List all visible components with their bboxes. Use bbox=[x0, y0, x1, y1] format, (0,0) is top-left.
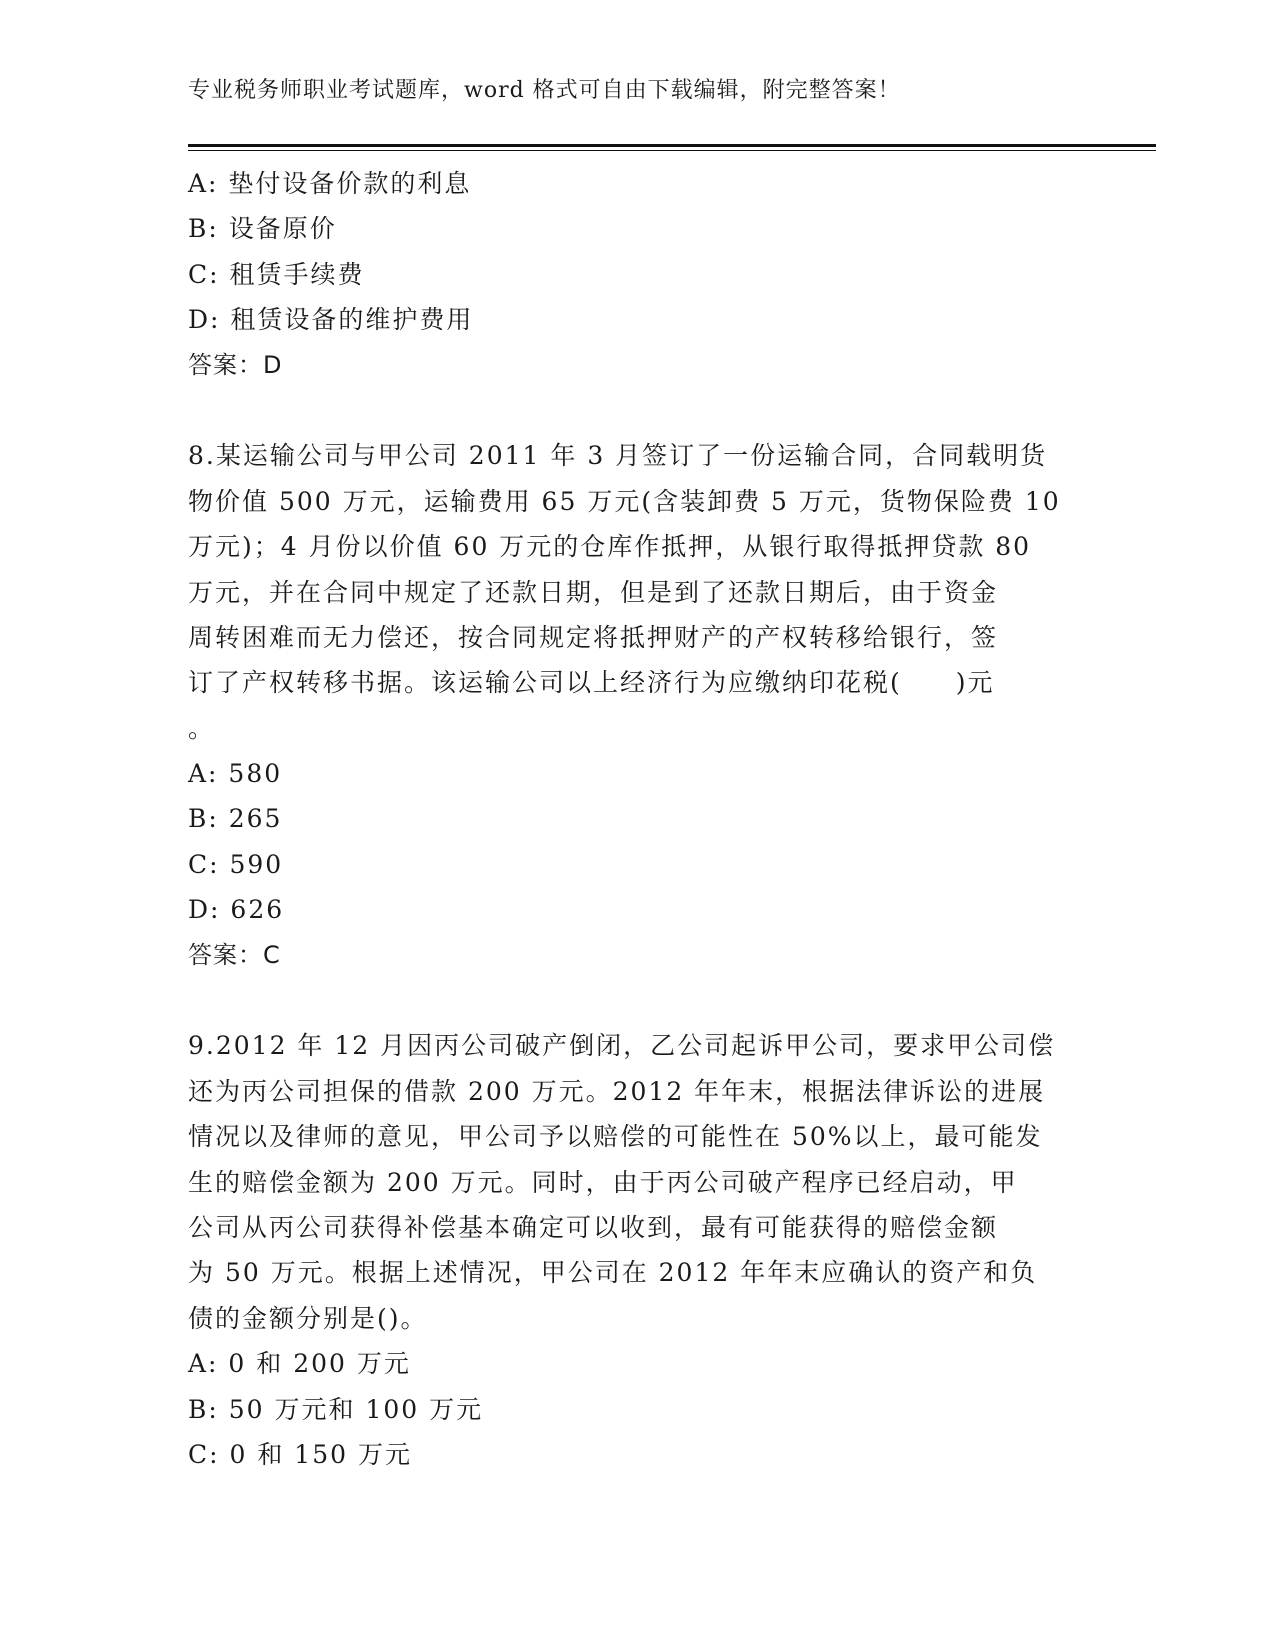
question-8-answer: 答案：C bbox=[188, 940, 281, 969]
option-a: A: 0 和 200 万元 bbox=[188, 1349, 411, 1379]
question-8-stem bbox=[188, 433, 1093, 751]
header-rule-thick bbox=[188, 144, 1156, 147]
stem-line: 生的赔偿金额为 200 万元。同时，由于丙公司破产程序已经启动，甲 bbox=[188, 1167, 1018, 1197]
spacer bbox=[188, 388, 1093, 433]
stem-line: 订了产权转移书据。该运输公司以上经济行为应缴纳印花税( )元 bbox=[188, 668, 995, 698]
option-b: B: 50 万元和 100 万元 bbox=[188, 1394, 484, 1424]
option-a: A: 垫付设备价款的利息 bbox=[188, 169, 472, 198]
stem-line: 。 bbox=[188, 713, 216, 743]
option-c: C: 租赁手续费 bbox=[188, 259, 365, 289]
question-8-options bbox=[188, 751, 1093, 933]
stem-line: 周转困难而无力偿还，按合同规定将抵押财产的产权转移给银行，签 bbox=[188, 622, 999, 652]
spacer bbox=[188, 978, 1093, 1023]
option-c: C: 590 bbox=[188, 849, 284, 879]
question-7-answer: 答案：D bbox=[188, 350, 283, 379]
question-7-options bbox=[188, 161, 1093, 343]
document-body bbox=[188, 161, 1093, 1477]
stem-line: 万元，并在合同中规定了还款日期，但是到了还款日期后，由于资金 bbox=[188, 577, 999, 607]
stem-line: 万元)；4 月份以价值 60 万元的仓库作抵押，从银行取得抵押贷款 80 bbox=[188, 532, 1032, 562]
option-d: D: 租赁设备的维护费用 bbox=[188, 305, 474, 335]
stem-line: 物价值 500 万元，运输费用 65 万元(含装卸费 5 万元，货物保险费 10 bbox=[188, 486, 1061, 516]
stem-line: 公司从丙公司获得补偿基本确定可以收到，最有可能获得的赔偿金额 bbox=[188, 1212, 999, 1242]
option-d: D: 626 bbox=[188, 895, 285, 925]
stem-line: 债的金额分别是()。 bbox=[188, 1303, 428, 1333]
stem-line: 9.2012 年 12 月因丙公司破产倒闭，乙公司起诉甲公司，要求甲公司偿 bbox=[188, 1031, 1056, 1061]
option-c: C: 0 和 150 万元 bbox=[188, 1439, 412, 1469]
option-a: A: 580 bbox=[188, 759, 283, 789]
question-9-options bbox=[188, 1341, 1093, 1477]
stem-line: 8.某运输公司与甲公司 2011 年 3 月签订了一份运输合同，合同载明货 bbox=[188, 441, 1048, 471]
header-rule-thin bbox=[188, 150, 1156, 151]
stem-line: 为 50 万元。根据上述情况，甲公司在 2012 年年末应确认的资产和负 bbox=[188, 1258, 1038, 1288]
stem-line: 还为丙公司担保的借款 200 万元。2012 年年末，根据法律诉讼的进展 bbox=[188, 1076, 1046, 1106]
stem-line: 情况以及律师的意见，甲公司予以赔偿的可能性在 50%以上，最可能发 bbox=[188, 1122, 1043, 1152]
page-header: 专业税务师职业考试题库，word 格式可自由下载编辑，附完整答案！ bbox=[188, 78, 901, 103]
option-b: B: 设备原价 bbox=[188, 214, 337, 244]
option-b: B: 265 bbox=[188, 804, 283, 834]
question-9-stem bbox=[188, 1023, 1093, 1341]
